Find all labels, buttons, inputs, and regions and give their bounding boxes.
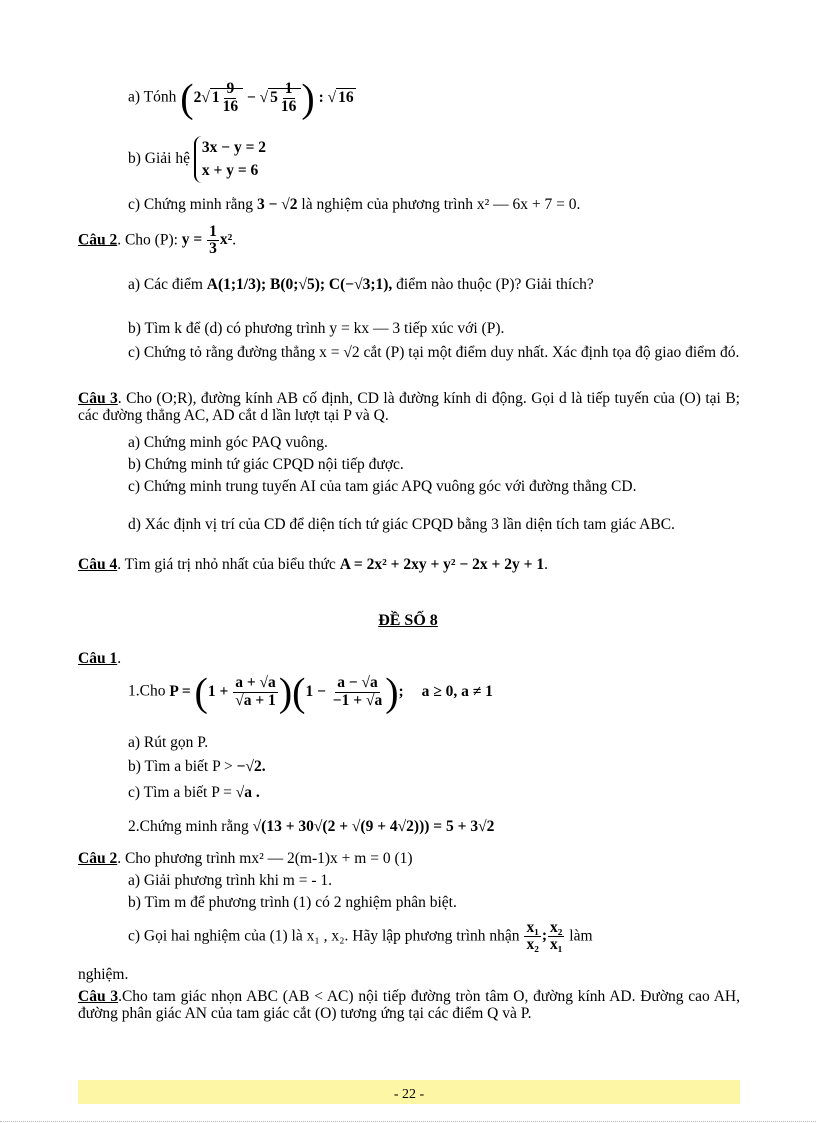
s8q1-label: Câu 1 (78, 650, 118, 667)
s8q2c-math: $\frac{\text{x₁}}{\text{x₂}}$ ; $\frac{\text{x₂}}{\text{x₁}}$ (526, 919, 563, 954)
s8q1-1-line (128, 669, 493, 714)
q1c-line (128, 196, 580, 213)
q1b-line (128, 136, 266, 183)
s8q1c-text: c) Tìm a biết P = (128, 784, 232, 801)
s8q1c-math: √a . (235, 784, 260, 801)
q4-text: . Tìm giá trị nhỏ nhất của biểu thức (117, 556, 336, 573)
q3-line (78, 390, 740, 424)
q2a-points: A(1;1/3); B(0;√5); C(−√3;1), (206, 276, 393, 293)
q1b-eq1: 3x − y = 2 (201, 139, 267, 156)
q1c-text1: c) Chứng minh rằng (128, 196, 254, 213)
bottom-divider (0, 1121, 816, 1122)
q3-label: Câu 3 (78, 390, 118, 407)
q1c-text2: là nghiệm của phương trình x² — 6x + 7 = 0. (301, 196, 581, 213)
s8q1-1-text: 1.Cho (128, 682, 166, 700)
q2-line: Câu 2. Cho (P): y = $\frac{1}{3}$ x². (78, 223, 237, 258)
q4-label: Câu 4 (78, 556, 118, 573)
q4-math: A = 2x² + 2xy + y² − 2x + 2y + 1 (339, 556, 545, 573)
s8q1a-line: a) Rút gọn P. (128, 734, 209, 751)
exam-title: ĐỀ SỐ 8 (378, 612, 438, 629)
q4-end: . (544, 556, 548, 573)
s8q1-2-text: 2.Chứng minh rằng (128, 818, 249, 835)
s8q1c-line (128, 784, 260, 801)
q1a-line (128, 75, 356, 120)
q2-math: y = $\frac{1}{3}$ x² (181, 223, 233, 258)
s8q1b-text: b) Tìm a biết P > (128, 758, 233, 775)
s8q2c-text2: làm (569, 927, 593, 945)
q3d-line: d) Xác định vị trí của CD để diện tích tứ giác CPQD bằng 3 lần diện tích tam giác ABC. (128, 516, 675, 533)
q1b-label: b) Giải hệ (128, 149, 190, 167)
s8q2b-line: b) Tìm m để phương trình (1) có 2 nghiệm phân biệt. (128, 894, 457, 911)
q3-text: . Cho (O;R), đường kính AB cố định, CD là đường kính di động. Gọi d là tiếp tuyến của (O) tại B; các đường thẳng AC, AD cắt d lần lượt tại P và Q. (78, 390, 740, 425)
q1b-system (194, 136, 266, 183)
s8q2c-cont: nghiệm. (78, 966, 129, 983)
s8q2-label: Câu 2 (78, 850, 118, 867)
q2-label: Câu 2 (78, 231, 118, 249)
s8q3-line (78, 988, 740, 1022)
s8q1-2-line (128, 818, 494, 835)
q2c-line: c) Chứng tỏ rằng đường thẳng x = √2 cắt (P) tại một điểm duy nhất. Xác định tọa độ giao điểm đó. (128, 344, 740, 361)
q2-text: . Cho (P): (117, 231, 178, 249)
s8q2a-line: a) Giải phương trình khi m = - 1. (128, 872, 332, 889)
s8q2-line (78, 850, 413, 867)
s8q1-end: . (117, 650, 122, 667)
q2a-line (128, 276, 594, 293)
s8q1b-math: −√2. (236, 758, 266, 775)
q1a-label: a) Tónh (128, 88, 177, 106)
q2a-text2: điểm nào thuộc (P)? Giải thích? (396, 276, 594, 293)
page-number: - 22 - (393, 1087, 425, 1102)
s8q1b-line (128, 758, 266, 775)
q1a-formula: (2√ 1 $\frac{9}{16}$ − √ 5 $\frac{1}{16}$ ) : √ 16 (180, 75, 354, 120)
q2b-line: b) Tìm k để (d) có phương trình y = kx — 3 tiếp xúc với (P). (128, 320, 505, 337)
s8q1-1-math: P = (1 + $\frac{a + √a}{√a + 1}$ )(1 − $\frac{a - √a}{-1 + √a}$ ); (169, 669, 408, 714)
q1b-eq2: x + y = 6 (201, 162, 259, 180)
s8q3-label: Câu 3 (78, 988, 119, 1005)
q3b-line: b) Chứng minh tứ giác CPQD nội tiếp được. (128, 456, 404, 473)
s8q2c-text1: c) Gọi hai nghiệm của (1) là x₁ , x₂. Hãy lập phương trình nhận (128, 927, 520, 945)
s8q1-2-math: √(13 + 30√(2 + √(9 + 4√2))) = 5 + 3√2 (252, 818, 495, 835)
q3a-line: a) Chứng minh góc PAQ vuông. (128, 434, 328, 451)
page-footer (78, 1080, 740, 1104)
q1c-math: 3 − √2 (256, 196, 298, 213)
q4-line (78, 556, 548, 573)
s8q2-text: . Cho phương trình mx² — 2(m-1)x + m = 0 (1) (117, 850, 413, 867)
s8q3-text: .Cho tam giác nhọn ABC (AB < AC) nội tiếp đường tròn tâm O, đường kính AD. Đường cao AH, đường phân giác AN của tam giác cắt (O) tương ứng tại các điểm Q và P. (78, 988, 740, 1023)
q3c-line: c) Chứng minh trung tuyến AI của tam giác APQ vuông góc với đường thẳng CD. (128, 478, 637, 495)
s8q1-1-cond: a ≥ 0, a ≠ 1 (421, 682, 493, 700)
s8q2c-line (128, 920, 593, 954)
s8q1-line (78, 650, 121, 667)
q2a-text1: a) Các điểm (128, 276, 203, 293)
